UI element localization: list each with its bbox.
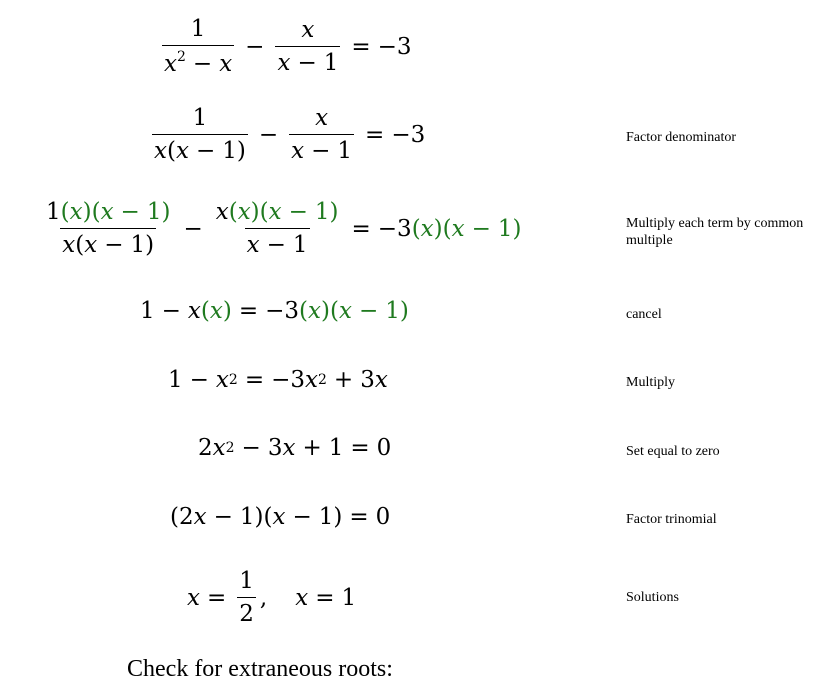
step-note: Solutions	[626, 590, 679, 605]
step-note: Factor denominator	[626, 130, 737, 145]
equation-factored-denominator: $\frac{1}{x(x - 1)}$ − $\frac{x}{x - 1}$ = −3	[154, 105, 426, 164]
equation-solutions: x = $\frac{1}{2}$ , x = 1	[187, 568, 357, 627]
step-note: Multiply each term by common multiple	[626, 216, 804, 248]
fraction: $\frac{x(x)(x - 1)}{x - 1}$	[215, 199, 339, 258]
step-note: Multiply	[626, 375, 676, 390]
equation-cancelled: 1 − x (x) = −3 (x)(x − 1)	[140, 298, 409, 324]
fraction: $\frac{1(x)(x - 1)}{x(x - 1)}$	[46, 199, 171, 258]
equation-factored-trinomial: (2 x − 1)( x − 1) = 0	[170, 504, 391, 530]
step-note: Set equal to zero	[626, 444, 720, 459]
equation-original: $\frac{1}{x^2 - x}$ − $\frac{x}{x - 1}$ = −3	[164, 16, 412, 77]
fraction: $\frac{x}{x - 1}$	[291, 105, 353, 164]
step-note: cancel	[626, 307, 662, 322]
fraction: $\frac{1}{x^2 - x}$	[164, 16, 233, 77]
fraction: $\frac{1}{x(x - 1)}$	[154, 105, 246, 164]
equation-multiplied-out: 1 − x 2 = −3 x 2 + 3 x	[168, 367, 388, 393]
fraction: $\frac{1}{2}$	[239, 568, 254, 627]
step-note: Factor trinomial	[626, 512, 717, 527]
check-heading: Check for extraneous roots:	[127, 656, 393, 682]
equation-set-to-zero: 2 x 2 − 3 x + 1 = 0	[198, 435, 392, 461]
equation-multiplied: $\frac{1(x)(x - 1)}{x(x - 1)}$ − $\frac{x(x)(x - 1)}{x - 1}$ = −3 (x)(x − 1)	[46, 199, 522, 258]
fraction: $\frac{x}{x - 1}$	[277, 17, 339, 76]
